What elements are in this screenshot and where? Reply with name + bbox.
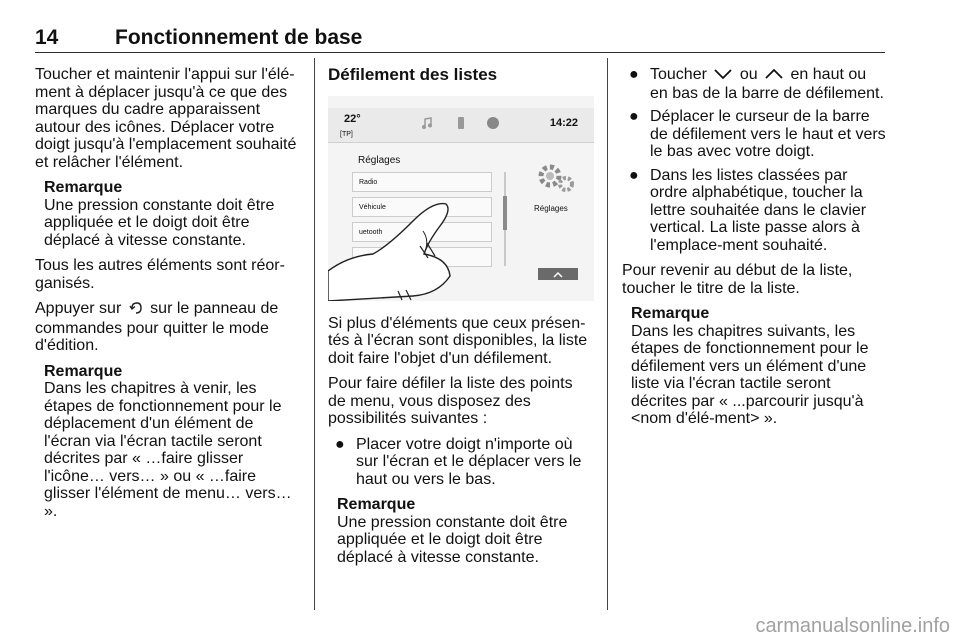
list-item (622, 108, 888, 161)
note-title: Remarque (44, 362, 123, 380)
phone-icon (454, 116, 468, 130)
screen-status-bar (328, 108, 594, 143)
chapter-title: Fonctionnement de base (115, 26, 363, 49)
hand-gesture-icon (328, 176, 478, 301)
text-fragment: ou (739, 66, 758, 83)
list-item (622, 66, 888, 102)
paragraph: Pour faire défiler la liste des points de menu, vous disposez des possibilités suivantes : (328, 375, 573, 427)
bullet-icon: ● (629, 66, 639, 83)
column-left (35, 66, 303, 528)
list-item: Radio (352, 172, 492, 192)
note-block (631, 305, 888, 428)
page-number: 14 (35, 26, 59, 49)
record-dot-icon (486, 116, 500, 130)
note-text: Dans les chapitres suivants, les étapes de fonctionnement pour le défilement vers un élément d'une liste via l'écran tactile seront décrites par « ...parcourir jusqu'à <nom d'élé-ment> ». (631, 322, 869, 427)
column-divider (607, 58, 608, 610)
note-text: Une pression constante doit être appliquée et le doigt doit être déplacé à vitesse constante. (337, 513, 568, 566)
page-header (35, 18, 885, 53)
note-title: Remarque (44, 179, 123, 196)
paragraph (35, 300, 303, 355)
text-fragment: Appuyer sur (35, 300, 122, 317)
bullet-icon: ● (629, 108, 639, 125)
clock-readout: 14:22 (549, 116, 578, 129)
text-fragment: en haut ou en bas de la barre de défilement. (650, 66, 884, 102)
bullet-icon: ● (629, 166, 639, 184)
scroll-up-button (538, 268, 578, 280)
watermark: carmanualsonline.info (755, 615, 950, 637)
bullet-list (622, 66, 888, 254)
temperature-readout: 22° (344, 112, 361, 125)
touchscreen-illustration (328, 96, 594, 301)
settings-label: Réglages (534, 203, 568, 213)
column-middle (328, 66, 594, 574)
note-block (44, 179, 303, 249)
list-item: Véhicule (352, 197, 492, 217)
list-title: Réglages (358, 154, 401, 166)
note-text: Dans les chapitres à venir, les étapes de fonctionnement pour le déplacement d'un élément de l'écran via l'écran tactile seront décrites par « …faire glisser l'icône… vers… » ou « …faire glisser l'élément de menu… vers… ». (44, 380, 292, 520)
text-fragment: sur le panneau de commandes pour quitter le mode d'édition. (35, 300, 279, 354)
column-right (622, 66, 888, 436)
gear-icon (534, 160, 578, 201)
list-item (622, 167, 888, 255)
bullet-icon: ● (335, 435, 345, 453)
bullet-text: Dans les listes classées par ordre alphabétique, toucher la lettre souhaitée dans le clavier vertical. La liste passe alors à l'emplace-ment souhaité. (650, 166, 867, 254)
column-divider (314, 58, 315, 610)
note-text: Une pression constante doit être appliquée et le doigt doit être déplacé à vitesse constante. (44, 196, 275, 249)
section-title: Défilement des listes (328, 65, 498, 84)
music-note-icon (420, 116, 434, 130)
bullet-text: Placer votre doigt n'importe où sur l'écran et le déplacer vers le haut ou vers le bas. (356, 435, 582, 488)
tp-indicator: [TP] (340, 130, 353, 138)
chevron-down-icon (714, 67, 732, 85)
note-title: Remarque (631, 305, 710, 322)
list-item: uetooth (352, 222, 492, 242)
note-block (337, 496, 594, 566)
paragraph: Pour revenir au début de la liste, toucher le titre de la liste. (622, 262, 853, 297)
text-fragment: Toucher (650, 66, 707, 83)
list-item (328, 436, 594, 489)
back-icon (129, 301, 143, 320)
note-title: Remarque (337, 496, 416, 513)
scrollbar-thumb (503, 196, 507, 230)
paragraph: Toucher et maintenir l'appui sur l'élé-ment à déplacer jusqu'à ce que des marques du cadre apparaissent autour des icônes. Déplacer votre doigt jusqu'à l'emplacement souhaité et relâcher l'élément. (35, 66, 297, 171)
bullet-list (328, 436, 594, 489)
paragraph: Tous les autres éléments sont réor-ganisés. (35, 257, 285, 292)
chevron-up-icon (765, 67, 783, 85)
paragraph: Si plus d'éléments que ceux présen-tés à l'écran sont disponibles, la liste doit faire l'objet d'un défilement. (328, 314, 588, 367)
note-block (44, 363, 303, 521)
bullet-text: Déplacer le curseur de la barre de défilement vers le haut et vers le bas avec votre doigt. (650, 108, 886, 160)
